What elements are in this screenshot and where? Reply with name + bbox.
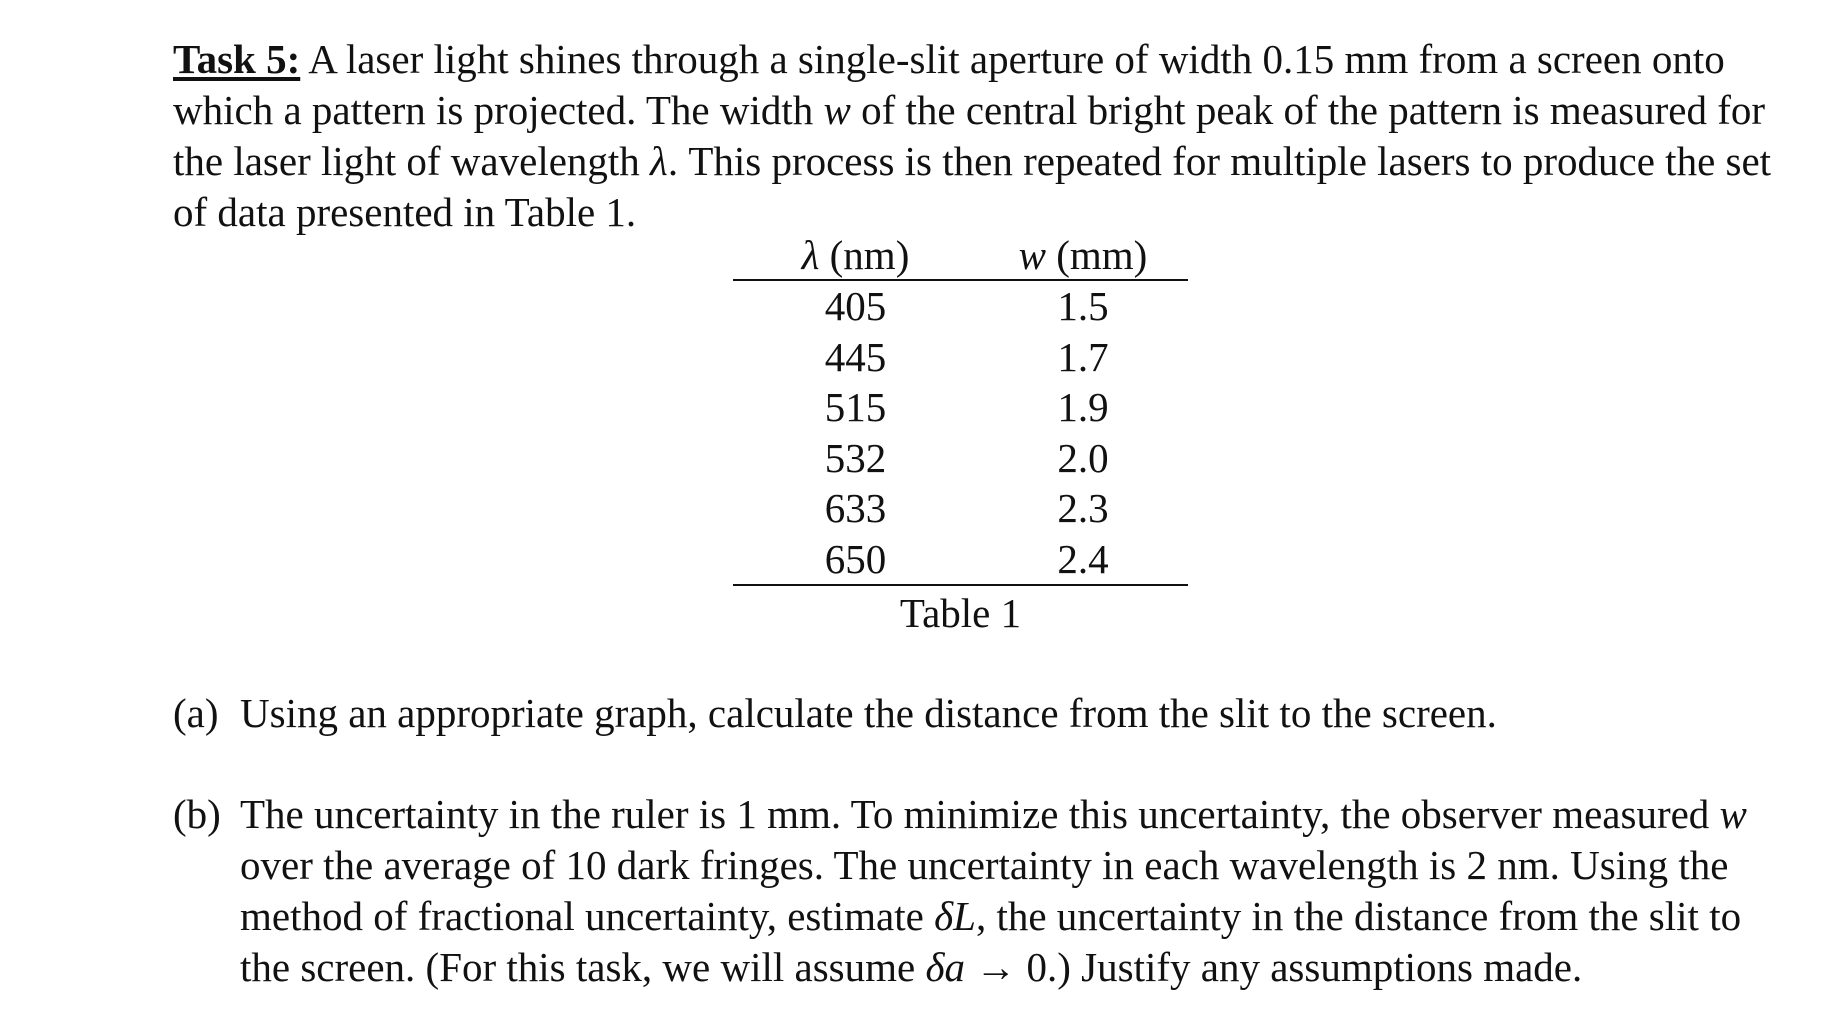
header-lambda-unit: (nm): [819, 232, 910, 278]
header-wavelength: [733, 232, 978, 279]
data-table: [733, 232, 1188, 586]
intro-line: [173, 136, 1772, 187]
variable-delta-l: δL: [934, 893, 976, 939]
variable-w: w: [1719, 791, 1747, 837]
table-row: [733, 534, 1188, 585]
task-intro: [173, 34, 1772, 238]
question-b-line: [240, 942, 1780, 993]
variable-w: w: [823, 87, 851, 133]
table-row: [733, 483, 1188, 534]
question-b-text-part: The uncertainty in the ruler is 1 mm. To minimize this uncertainty, the observer measured: [240, 791, 1720, 837]
question-a-label: (a): [173, 690, 219, 736]
question-b-text-part: the screen. (For this task, we will assume: [240, 944, 926, 990]
question-b-text-part: , the uncertainty in the distance from the slit to: [975, 893, 1742, 939]
question-b-line: over the average of 10 dark fringes. The uncertainty in each wavelength is 2 nm. Using the: [240, 842, 1729, 888]
cell-width: 2.3: [1057, 485, 1109, 531]
intro-text: the laser light of wavelength: [173, 138, 651, 184]
question-b-line: [240, 891, 1780, 942]
cell-width: 2.4: [1057, 535, 1109, 582]
intro-text: A laser light shines through a single-slit aperture of width 0.15 mm from a screen onto: [308, 36, 1725, 82]
table-row: [733, 281, 1188, 332]
intro-line: [173, 187, 1763, 238]
table-row: [733, 382, 1188, 433]
question-a-text: [240, 688, 1780, 739]
intro-text: of data presented in Table 1.: [173, 189, 637, 235]
task-label: Task 5:: [173, 36, 301, 82]
cell-wavelength: 405: [824, 283, 887, 329]
question-b-text: [240, 789, 1780, 993]
intro-text: of the central bright peak of the pattern is measured for: [850, 87, 1766, 133]
table-header: [733, 232, 1188, 281]
header-w-symbol: w: [1018, 232, 1046, 278]
intro-line: [173, 85, 1766, 136]
intro-text: which a pattern is projected. The width: [173, 87, 824, 133]
question-b-label: (b): [173, 791, 221, 837]
table-row: [733, 332, 1188, 383]
cell-width: 1.5: [1057, 283, 1109, 329]
cell-width: 2.0: [1057, 434, 1109, 481]
question-b-text-part: method of fractional uncertainty, estimate: [240, 893, 935, 939]
table-caption: Table 1: [899, 590, 1022, 636]
cell-wavelength: 532: [824, 434, 887, 481]
header-width: [978, 232, 1188, 279]
cell-wavelength: 445: [824, 333, 887, 380]
intro-text: . This process is then repeated for multiple lasers to produce the set: [667, 138, 1772, 184]
cell-width: 1.9: [1057, 384, 1109, 430]
header-lambda-symbol: λ: [801, 232, 820, 278]
header-w-unit: (mm): [1046, 232, 1148, 278]
cell-wavelength: 633: [824, 485, 887, 531]
table-body: [733, 281, 1188, 586]
cell-width: 1.7: [1057, 333, 1109, 380]
cell-wavelength: 650: [824, 535, 887, 582]
question-a-line: Using an appropriate graph, calculate the distance from the slit to the screen.: [240, 690, 1497, 736]
table-row: [733, 433, 1188, 484]
variable-lambda: λ: [650, 138, 668, 184]
variable-delta-a: δa: [925, 944, 966, 990]
question-b-text-part: → 0.) Justify any assumptions made.: [965, 944, 1583, 990]
intro-line: [173, 34, 1763, 85]
question-b-line: [240, 789, 1780, 840]
cell-wavelength: 515: [824, 384, 887, 430]
